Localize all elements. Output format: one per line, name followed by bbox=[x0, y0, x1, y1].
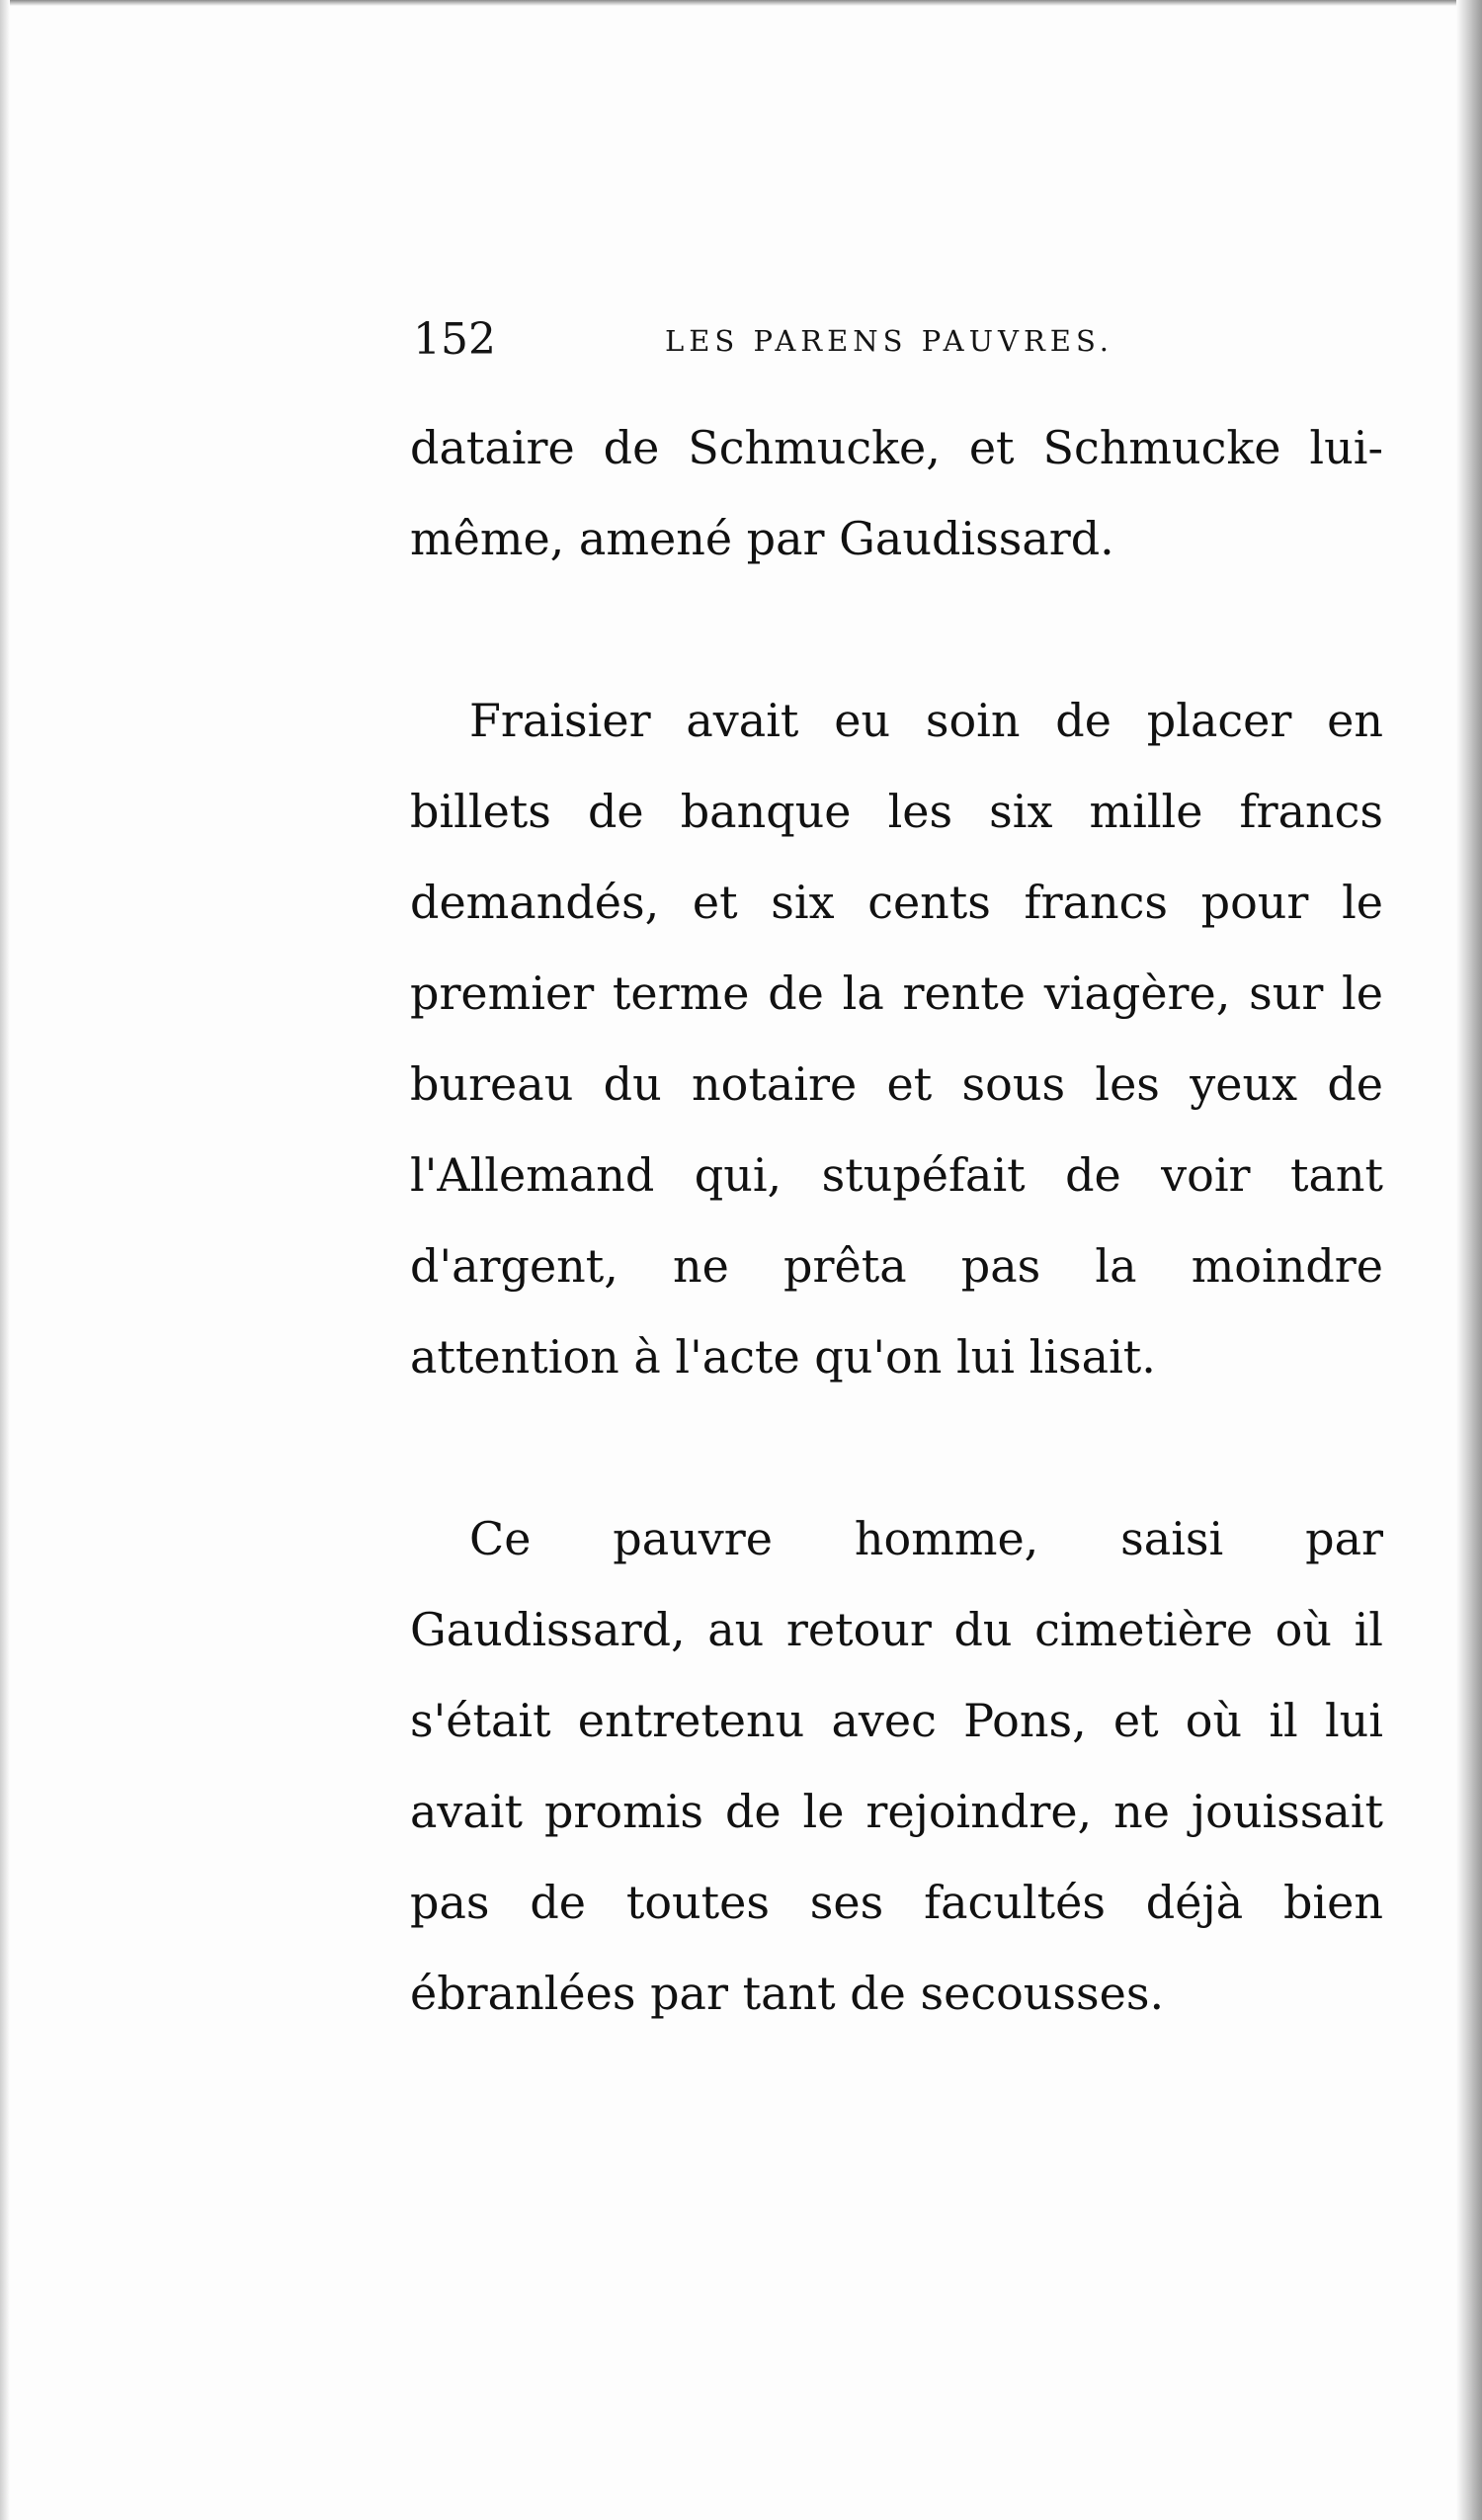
page-left-shadow bbox=[0, 0, 10, 2520]
paragraph: Ce pauvre homme, saisi par Gaudissard, au retour du cimetière où il s'était entretenu avec Pons, et où il lui avait promis de le rejoindre, ne jouissait pas de toutes ses facultés déjà bien ébranlées par tant de secousses. bbox=[410, 1512, 1383, 2020]
page-header bbox=[413, 314, 1379, 364]
running-head: LES PARENS PAUVRES. bbox=[665, 324, 1114, 358]
paragraph: Fraisier avait eu soin de placer en billets de banque les six mille francs demandés, et six cents francs pour le premier terme de la rente viagère, sur le bureau du notaire et sous les yeux de l'Allemand qui, stupéfait de voir tant d'argent, ne prêta pas la moindre attention à l'acte qu'on lui lisait. bbox=[410, 694, 1383, 1384]
page-top-edge bbox=[0, 0, 1482, 6]
page-right-shadow bbox=[1456, 0, 1482, 2520]
paragraph: dataire de Schmucke, et Schmucke lui-même, amené par Gaudissard. bbox=[410, 421, 1383, 565]
body-text bbox=[410, 402, 1383, 2039]
page-number: 152 bbox=[413, 314, 496, 365]
